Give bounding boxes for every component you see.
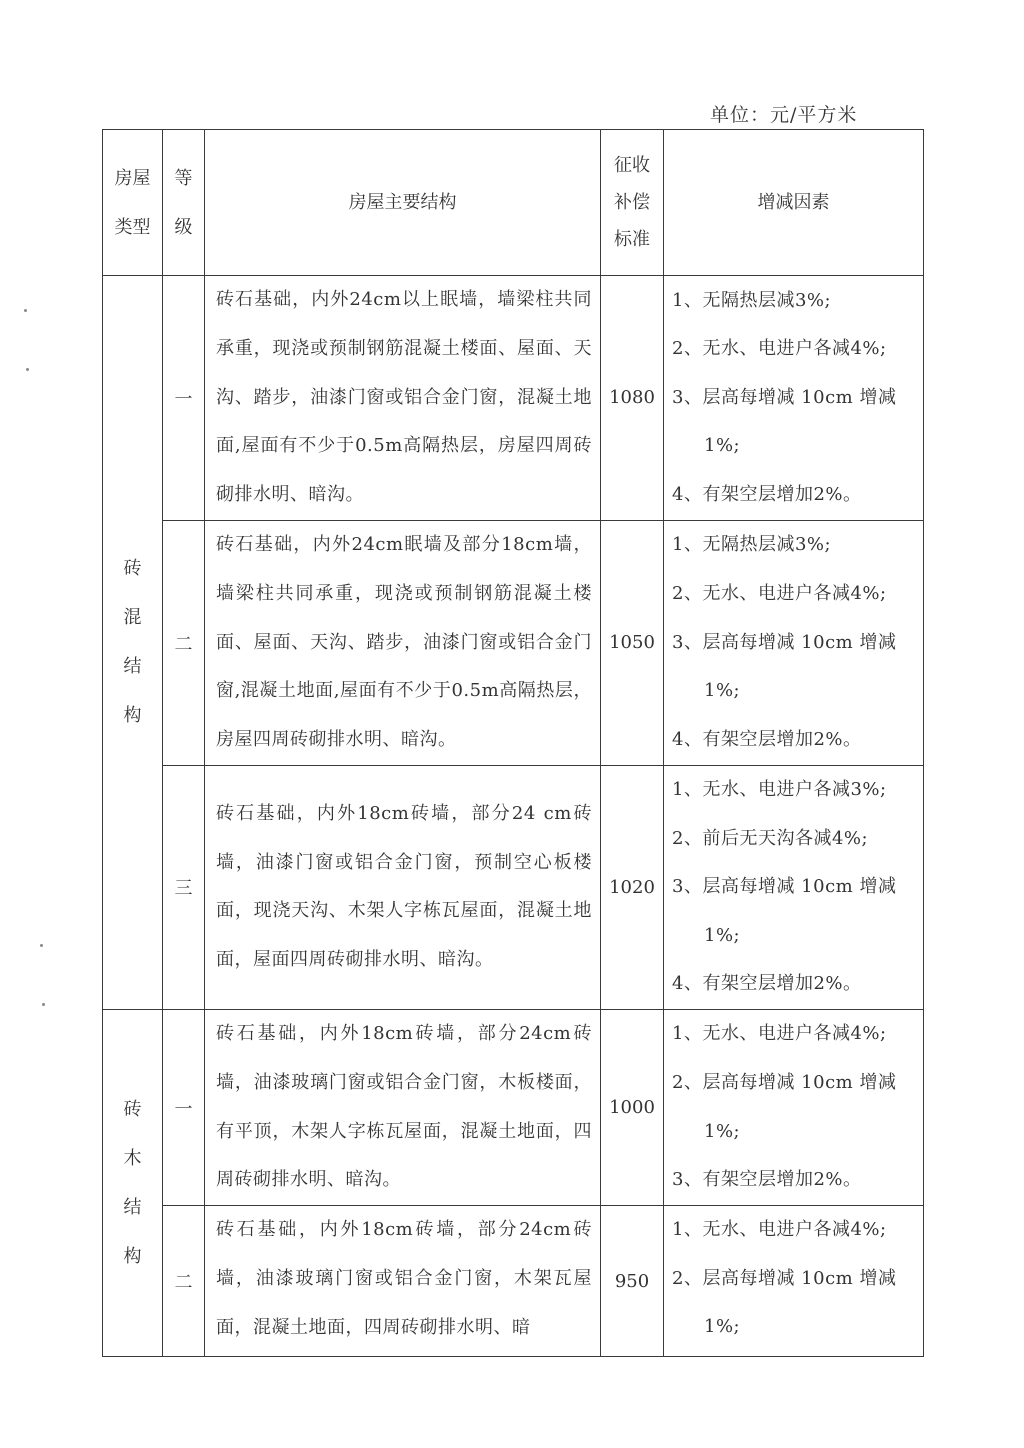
factor-item: 4、有架空层增加2%。 — [672, 483, 862, 505]
header-standard: 征收 补偿 标准 — [601, 130, 664, 276]
table-row — [103, 520, 924, 765]
factor-item: 1%; — [704, 435, 741, 457]
grade-cell: 三 — [163, 765, 205, 1009]
standard-cell: 1020 — [601, 765, 664, 1009]
header-row — [103, 130, 924, 276]
factor-item: 1%; — [704, 680, 741, 702]
structure-cell: 砖石基础，内外18cm砖墙，部分24cm砖墙，油漆玻璃门窗或铝合金门窗，木板楼面，有平顶，木架人字栋瓦屋面，混凝土地面，四周砖砌排水明、暗沟。 — [205, 1009, 601, 1205]
grade-cell: 二 — [163, 520, 205, 765]
table-row — [103, 1009, 924, 1205]
header-type: 房屋 类型 — [103, 130, 163, 276]
factor-item: 2、无水、电进户各减4%; — [672, 583, 887, 605]
factor-item: 1、无水、电进户各减4%; — [672, 1219, 887, 1241]
factor-item: 3、层高每增减 10cm 增减 — [672, 631, 897, 653]
factor-item: 3、有架空层增加2%。 — [672, 1169, 862, 1191]
standard-cell: 1050 — [601, 520, 664, 765]
factor-item: 2、前后无天沟各减4%; — [672, 827, 869, 849]
header-grade: 等 级 — [163, 130, 205, 276]
factor-item: 1%; — [704, 1120, 741, 1142]
factor-item: 1%; — [704, 1316, 741, 1338]
grade-cell: 一 — [163, 1009, 205, 1205]
table-row — [103, 1206, 924, 1357]
structure-cell: 砖石基础，内外24cm眠墙及部分18cm墙，墙梁柱共同承重，现浇或预制钢筋混凝土楼面、屋面、天沟、踏步，油漆门窗或铝合金门窗,混凝土地面,屋面有不少于0.5m高隔热层，房屋四周砖砌排水明、暗沟。 — [205, 520, 601, 765]
factors-cell — [664, 765, 924, 1009]
scan-speck — [40, 944, 43, 947]
header-factors: 增减因素 — [664, 130, 924, 276]
grade-cell: 一 — [163, 276, 205, 521]
factors-cell — [664, 1009, 924, 1205]
table-row — [103, 765, 924, 1009]
factors-cell — [664, 1206, 924, 1357]
scan-speck — [42, 1003, 45, 1006]
standard-cell: 1000 — [601, 1009, 664, 1205]
factor-item: 1%; — [704, 924, 741, 946]
standard-cell: 950 — [601, 1206, 664, 1357]
structure-cell: 砖石基础，内外18cm砖墙，部分24 cm砖墙，油漆门窗或铝合金门窗，预制空心板楼面，现浇天沟、木架人字栋瓦屋面，混凝土地面，屋面四周砖砌排水明、暗沟。 — [205, 765, 601, 1009]
type-cell-brick-concrete: 砖 混 结 构 — [103, 276, 163, 1010]
header-structure: 房屋主要结构 — [205, 130, 601, 276]
factor-item: 2、层高每增减 10cm 增减 — [672, 1267, 897, 1289]
factor-item: 1、无隔热层减3%; — [672, 289, 832, 311]
structure-cell: 砖石基础，内外18cm砖墙，部分24cm砖墙，油漆玻璃门窗或铝合金门窗，木架瓦屋面，混凝土地面，四周砖砌排水明、暗 — [205, 1206, 601, 1357]
factor-item: 4、有架空层增加2%。 — [672, 728, 862, 750]
factor-item: 2、无水、电进户各减4%; — [672, 338, 887, 360]
type-cell-brick-wood: 砖 木 结 构 — [103, 1009, 163, 1356]
factor-item: 1、无隔热层减3%; — [672, 534, 832, 556]
grade-cell: 二 — [163, 1206, 205, 1357]
factor-item: 3、层高每增减 10cm 增减 — [672, 876, 897, 898]
table-row — [103, 276, 924, 521]
factor-item: 2、层高每增减 10cm 增减 — [672, 1071, 897, 1093]
factor-item: 1、无水、电进户各减3%; — [672, 778, 887, 800]
unit-label: 单位：元/平方米 — [710, 104, 858, 126]
factor-item: 3、层高每增减 10cm 增减 — [672, 386, 897, 408]
factor-item: 1、无水、电进户各减4%; — [672, 1023, 887, 1045]
scan-speck — [26, 368, 29, 371]
factor-item: 4、有架空层增加2%。 — [672, 973, 862, 995]
structure-cell: 砖石基础，内外24cm以上眠墙，墙梁柱共同承重，现浇或预制钢筋混凝土楼面、屋面、天沟、踏步，油漆门窗或铝合金门窗，混凝土地面,屋面有不少于0.5m高隔热层，房屋四周砖砌排水明、暗沟。 — [205, 276, 601, 521]
scan-speck — [24, 309, 27, 312]
compensation-table — [102, 129, 924, 1357]
factors-cell — [664, 276, 924, 521]
standard-cell: 1080 — [601, 276, 664, 521]
factors-cell — [664, 520, 924, 765]
